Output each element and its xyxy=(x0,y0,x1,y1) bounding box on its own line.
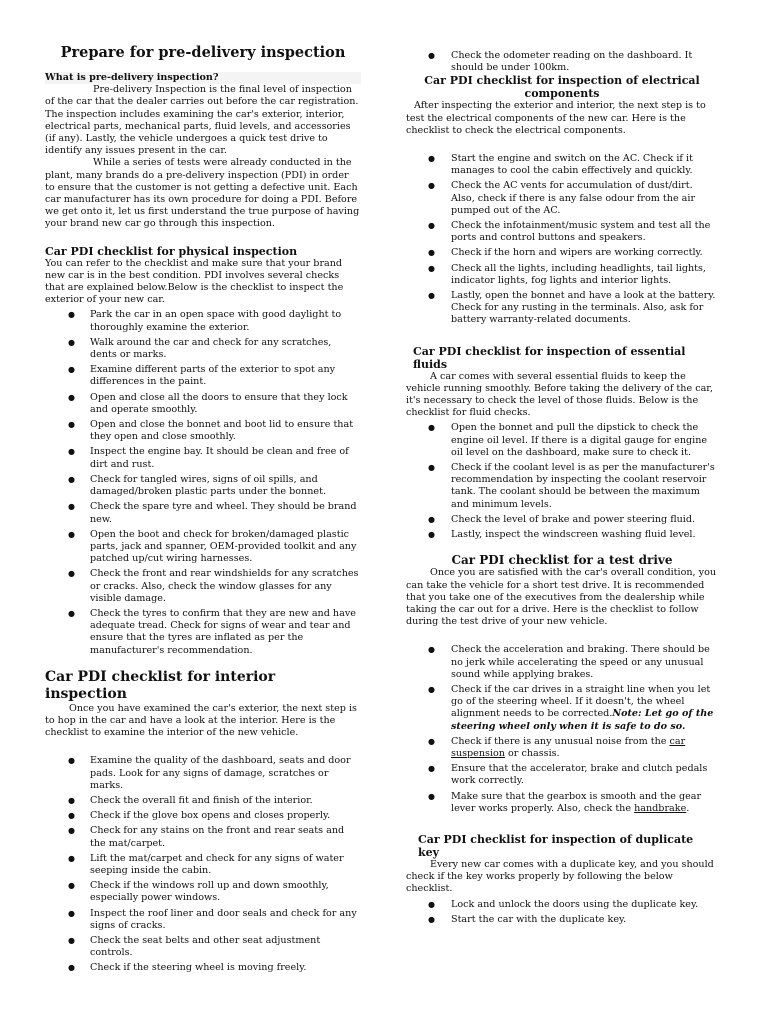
intro-paragraph-2: While a series of tests were already conducted in the plant, many brands do a pre-delivery inspection (PDI) in order to ensure that the customer is not getting a defective unit. Each car manufacturer has its own procedure for doing a PDI. Before we get onto it, let us first understand the true purpose of having your brand new car go through this inspection. xyxy=(45,157,360,230)
document-title: Prepare for pre-delivery inspection xyxy=(60,44,346,61)
list-item: ● Open and close all the doors to ensure that they lock and operate smoothly. xyxy=(45,392,361,416)
safety-note: Note: Let go of the steering wheel only when it is safe to do so. xyxy=(451,708,714,732)
list-item: ● Check the front and rear windshields for any scratches or cracks. Also, check the window glasses for any visible damage. xyxy=(45,568,361,605)
list-item: ● Ensure that the accelerator, brake and clutch pedals work correctly. xyxy=(406,763,718,787)
list-item: ● Check the tyres to confirm that they are new and have adequate tread. Check for signs of wear and tear and ensure that the tyres are inflated as per the manufacturer's recommendation. xyxy=(45,608,361,657)
list-item: ● Check the odometer reading on the dashboard. It should be under 100km. xyxy=(406,50,718,74)
electrical-text: After inspecting the exterior and interior, the next step is to test the electrical components of the new car. Here is the checklist to check the electrical components. xyxy=(406,100,706,136)
list-item: ● Open the boot and check for broken/damaged plastic parts, jack and spanner, OEM-provided toolkit and any patched up/cut wiring harnesses. xyxy=(45,529,361,566)
interior-list xyxy=(45,755,361,974)
right-column xyxy=(406,50,718,929)
list-item: ● Check all the lights, including headlights, tail lights, indicator lights, fog lights and interior lights. xyxy=(406,263,718,287)
list-item: ● Check if the coolant level is as per the manufacturer's recommendation by inspecting the coolant reservoir tank. The coolant should be between the maximum and minimum levels. xyxy=(406,462,718,511)
physical-list xyxy=(45,309,361,656)
list-item: ● Check if the windows roll up and down smoothly, especially power windows. xyxy=(45,880,361,904)
handbrake-link[interactable]: handbrake xyxy=(634,802,687,814)
list-item: ● Lastly, open the bonnet and have a look at the battery. Check for any rusting in the terminals. Also, ask for battery warranty-related documents. xyxy=(406,290,718,327)
fluids-list xyxy=(406,422,718,541)
list-item: ● Check for tangled wires, signs of oil spills, and damaged/broken plastic parts under the bonnet. xyxy=(45,474,361,498)
list-item: ● Open the bonnet and pull the dipstick to check the engine oil level. If there is a digital gauge for engine oil level on the dashboard, make sure to check it. xyxy=(406,422,718,459)
list-item: ● Check if the steering wheel is moving freely. xyxy=(45,962,361,974)
item-text: Check if there is any unusual noise from the xyxy=(451,735,670,747)
physical-text: You can refer to the checklist and make sure that your brand new car is in the best condition. PDI involves several checks that are explained below.Below is the checklist to inspect the exterior of your new car. xyxy=(45,257,344,306)
list-item xyxy=(406,684,718,733)
odometer-list xyxy=(406,50,718,74)
test-drive-list xyxy=(406,644,718,815)
electrical-list xyxy=(406,153,718,327)
list-item: ● Check the level of brake and power steering fluid. xyxy=(406,514,718,526)
duplicate-key-heading: Car PDI checklist for inspection of duplicate key xyxy=(418,832,694,859)
list-item: ● Start the car with the duplicate key. xyxy=(406,914,718,926)
list-item: ● Check if the glove box opens and closes properly. xyxy=(45,810,361,822)
list-item: ● Walk around the car and check for any scratches, dents or marks. xyxy=(45,337,361,361)
list-item: ● Check if the horn and wipers are working correctly. xyxy=(406,247,718,259)
list-item: ● Examine the quality of the dashboard, seats and door pads. Look for any signs of damage, scratches or marks. xyxy=(45,755,361,792)
list-item: ● Check the infotainment/music system and test all the ports and control buttons and speakers. xyxy=(406,220,718,244)
list-item: ● Start the engine and switch on the AC. Check if it manages to cool the cabin effectively and quickly. xyxy=(406,153,718,177)
item-text: . xyxy=(686,802,690,814)
physical-heading: Car PDI checklist for physical inspection xyxy=(45,244,298,258)
list-item: ● Check for any stains on the front and rear seats and the mat/carpet. xyxy=(45,825,361,849)
interior-text: Once you have examined the car's exterior, the next step is to hop in the car and have a look at the interior. Here is the checklist to examine the interior of the new vehicle. xyxy=(45,702,357,739)
fluids-heading: Car PDI checklist for inspection of essential fluids xyxy=(413,344,686,371)
list-item: ● Check the acceleration and braking. There should be no jerk while accelerating the speed or any unusual sound while applying brakes. xyxy=(406,644,718,681)
list-item: ● Check the AC vents for accumulation of dust/dirt. Also, check if there is any false odour from the air pumped out of the AC. xyxy=(406,180,718,217)
duplicate-key-text: Every new car comes with a duplicate key, and you should check if the key works properly by following the below checklist. xyxy=(406,858,714,895)
item-text: or chassis. xyxy=(504,747,560,759)
duplicate-key-list xyxy=(406,899,718,926)
list-item xyxy=(406,791,718,815)
fluids-text: A car comes with several essential fluids to keep the vehicle running smoothly. Before taking the delivery of the car, it's necessary to check the level of those fluids. Below is the checklist for fluid checks. xyxy=(406,370,713,419)
test-drive-heading: Car PDI checklist for a test drive xyxy=(451,553,673,568)
list-item: ● Inspect the roof liner and door seals and check for any signs of cracks. xyxy=(45,908,361,932)
electrical-heading: Car PDI checklist for inspection of electrical components xyxy=(424,74,700,101)
intro-paragraph-1: Pre-delivery Inspection is the final level of inspection of the car that the dealer carries out before the car registration. The inspection includes examining the car's exterior, interior, electrical parts, mechanical parts, fluid levels, and accessories (if any). Lastly, the vehicle undergoes a quick test drive to identify any issues present in the car. xyxy=(45,84,359,157)
list-item: ● Inspect the engine bay. It should be clean and free of dirt and rust. xyxy=(45,446,361,470)
intro-question: What is pre-delivery inspection? xyxy=(45,72,361,84)
test-drive-text: Once you are satisfied with the car's overall condition, you can take the vehicle for a short test drive. It is recommended that you take one of the executives from the dealership while taking the car out for a drive. Here is the checklist to follow during the test drive of your new vehicle. xyxy=(406,567,717,628)
list-item: ● Lastly, inspect the windscreen washing fluid level. xyxy=(406,529,718,541)
list-item: ● Examine different parts of the exterior to spot any differences in the paint. xyxy=(45,364,361,388)
list-item: ● Lift the mat/carpet and check for any signs of water seeping inside the cabin. xyxy=(45,853,361,877)
list-item: ● Park the car in an open space with good daylight to thoroughly examine the exterior. xyxy=(45,309,361,333)
item-text: Check if the car drives in a straight line when you let go of the steering wheel. If it doesn't, the wheel alignment needs to be corrected. xyxy=(451,683,711,720)
car-suspension-link[interactable]: car suspension xyxy=(451,735,686,759)
item-text: Make sure that the gearbox is smooth and the gear lever works properly. Also, check the xyxy=(451,790,702,814)
list-item: ● Check the seat belts and other seat adjustment controls. xyxy=(45,935,361,959)
list-item xyxy=(406,736,718,760)
list-item: ● Check the spare tyre and wheel. They should be brand new. xyxy=(45,501,361,525)
list-item: ● Open and close the bonnet and boot lid to ensure that they open and close smoothly. xyxy=(45,419,361,443)
interior-heading: Car PDI checklist for interior inspection xyxy=(45,668,276,702)
list-item: ● Lock and unlock the doors using the duplicate key. xyxy=(406,899,718,911)
list-item: ● Check the overall fit and finish of the interior. xyxy=(45,795,361,807)
left-column xyxy=(45,44,361,978)
